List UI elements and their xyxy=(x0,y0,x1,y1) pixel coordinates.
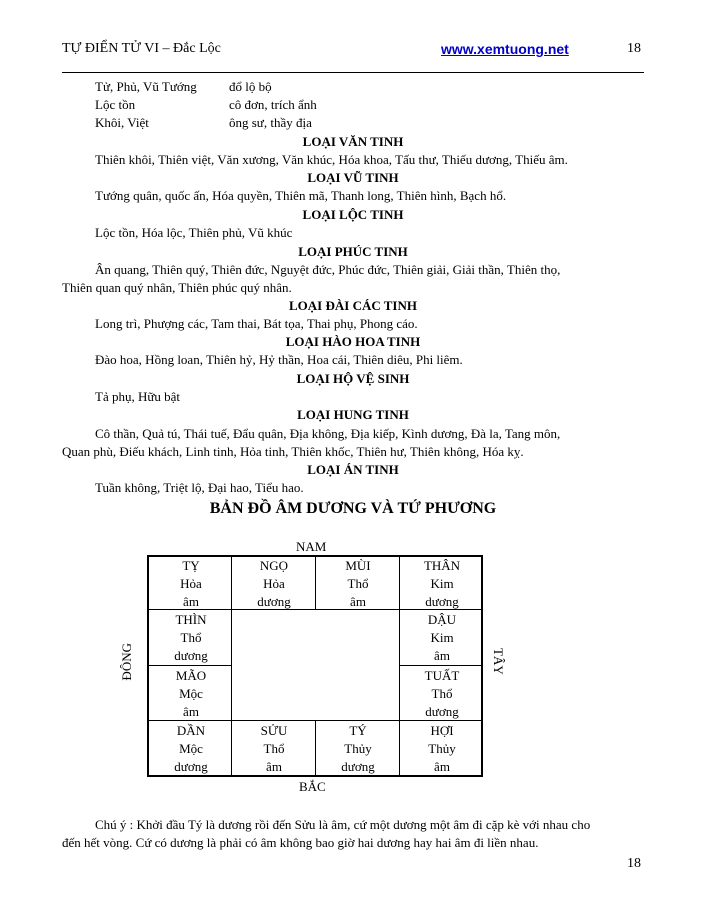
note-line-1: Chú ý : Khởi đầu Tý là dương rồi đến Sửu là âm, cứ một dương một âm đi cặp kè với nhau cho xyxy=(95,817,591,832)
cell-dan xyxy=(149,722,233,776)
intro-right-2: ông sư, thầy địa xyxy=(229,115,312,130)
section-heading-an-tinh: LOẠI ÁN TINH xyxy=(307,462,399,477)
section-line: Thiên khôi, Thiên việt, Văn xương, Văn khúc, Hóa khoa, Tấu thư, Thiếu dương, Thiếu âm. xyxy=(95,152,568,167)
cell-name: TUẤT xyxy=(424,668,460,683)
yin-yang-map xyxy=(147,555,483,777)
grid-line xyxy=(399,665,481,666)
cell-name: THÂN xyxy=(423,558,461,573)
cell-ngo xyxy=(232,557,316,611)
cell-element: Mộc xyxy=(179,741,203,756)
header-url-link[interactable]: www.xemtuong.net xyxy=(441,41,569,57)
grid-line xyxy=(149,665,231,666)
intro-left-2: Khôi, Việt xyxy=(95,115,149,130)
cell-element: Thủy xyxy=(344,741,372,756)
cell-tuat xyxy=(400,667,484,721)
cell-polarity: dương xyxy=(257,594,291,609)
cell-name: HỢI xyxy=(430,723,454,738)
cell-polarity: âm xyxy=(183,594,199,609)
direction-north: NAM xyxy=(296,539,327,554)
section-line: Tả phụ, Hữu bật xyxy=(95,389,181,404)
cell-polarity: dương xyxy=(425,594,459,609)
cell-than xyxy=(400,557,484,611)
intro-left-1: Lộc tồn xyxy=(95,97,136,112)
cell-mui xyxy=(316,557,400,611)
section-heading-hao-hoa-tinh: LOẠI HÀO HOA TINH xyxy=(285,334,421,349)
cell-element: Hỏa xyxy=(180,576,202,591)
direction-east: ĐÔNG xyxy=(119,643,134,681)
cell-name: DẬU xyxy=(427,612,457,627)
section-line: Long trì, Phượng các, Tam thai, Bát tọa, Thai phụ, Phong cáo. xyxy=(95,316,418,331)
cell-name: MÙI xyxy=(345,558,371,573)
cell-name: DẦN xyxy=(176,723,206,738)
header-rule xyxy=(62,72,644,73)
cell-polarity: âm xyxy=(183,704,199,719)
cell-name: NGỌ xyxy=(259,558,289,573)
section-heading-loc-tinh: LOẠI LỘC TINH xyxy=(302,207,404,222)
cell-polarity: dương xyxy=(425,704,459,719)
cell-mao xyxy=(149,667,233,721)
cell-name: THÌN xyxy=(175,612,207,627)
cell-name: MÃO xyxy=(175,668,207,683)
header-title: TỰ ĐIỂN TỬ VI – Đắc Lộc xyxy=(62,41,221,56)
header-page-number: 18 xyxy=(627,41,641,56)
cell-name: TÝ xyxy=(349,723,367,738)
cell-polarity: dương xyxy=(174,759,208,774)
section-heading-vu-tinh: LOẠI VŨ TINH xyxy=(307,170,399,185)
section-line: Tuần không, Triệt lộ, Đại hao, Tiểu hao. xyxy=(95,480,304,495)
note-line-2: đến hết vòng. Cứ có dương là phải có âm không bao giờ hai dương hay hai âm đi liền nhau. xyxy=(62,835,539,850)
section-line: Thiên quan quý nhân, Thiên phúc quý nhân. xyxy=(62,280,292,295)
cell-polarity: âm xyxy=(350,594,366,609)
cell-element: Hỏa xyxy=(263,576,285,591)
section-line: Quan phù, Điếu khách, Linh tinh, Hỏa tinh, Thiên khốc, Thiên hư, Thiên không, Hóa kỵ. xyxy=(62,444,524,459)
cell-element: Thủy xyxy=(428,741,456,756)
cell-ty-snake xyxy=(149,557,233,611)
cell-element: Thổ xyxy=(180,630,202,645)
cell-name: SỬU xyxy=(260,723,288,738)
cell-ty-rat xyxy=(316,722,400,776)
cell-polarity: âm xyxy=(434,648,450,663)
intro-right-1: cô đơn, trích ẩnh xyxy=(229,97,317,112)
cell-hoi xyxy=(400,722,484,776)
section-line: Lộc tồn, Hóa lộc, Thiên phủ, Vũ khúc xyxy=(95,225,293,240)
section-line: Ân quang, Thiên quý, Thiên đức, Nguyệt đức, Phúc đức, Thiên giải, Giải thần, Thiên thọ, xyxy=(95,262,561,277)
section-heading-dai-cac-tinh: LOẠI ĐÀI CÁC TINH xyxy=(289,298,417,313)
map-title: BẢN ĐỒ ÂM DƯƠNG VÀ TỨ PHƯƠNG xyxy=(209,500,497,517)
section-line: Tướng quân, quốc ấn, Hóa quyền, Thiên mã, Thanh long, Thiên hình, Bạch hổ. xyxy=(95,188,507,203)
cell-element: Thổ xyxy=(431,686,453,701)
cell-thin xyxy=(149,611,233,665)
cell-polarity: dương xyxy=(341,759,375,774)
cell-element: Kim xyxy=(430,630,454,645)
cell-polarity: âm xyxy=(434,759,450,774)
cell-polarity: âm xyxy=(266,759,282,774)
cell-polarity: dương xyxy=(174,648,208,663)
direction-west: TÂY xyxy=(491,648,506,675)
cell-suu xyxy=(232,722,316,776)
section-heading-phuc-tinh: LOẠI PHÚC TINH xyxy=(298,244,408,259)
cell-dau xyxy=(400,611,484,665)
cell-element: Thổ xyxy=(263,741,285,756)
cell-element: Kim xyxy=(430,576,454,591)
intro-left-0: Tử, Phủ, Vũ Tướng xyxy=(95,79,197,94)
intro-right-0: đổ lộ bộ xyxy=(229,79,272,94)
section-heading-ho-ve-sinh: LOẠI HỘ VỆ SINH xyxy=(296,371,410,386)
section-heading-van-tinh: LOẠI VĂN TINH xyxy=(302,134,404,149)
footer-page-number: 18 xyxy=(627,856,641,871)
cell-name: TỴ xyxy=(182,558,200,573)
section-heading-hung-tinh: LOẠI HUNG TINH xyxy=(297,407,409,422)
section-line: Cô thần, Quả tú, Thái tuế, Đẩu quân, Địa không, Địa kiếp, Kình dương, Đà la, Tang môn, xyxy=(95,426,561,441)
section-line: Đào hoa, Hồng loan, Thiên hỷ, Hỷ thần, Hoa cái, Thiên diêu, Phi liêm. xyxy=(95,352,463,367)
cell-element: Mộc xyxy=(179,686,203,701)
cell-element: Thổ xyxy=(347,576,369,591)
direction-south: BẮC xyxy=(299,779,326,794)
